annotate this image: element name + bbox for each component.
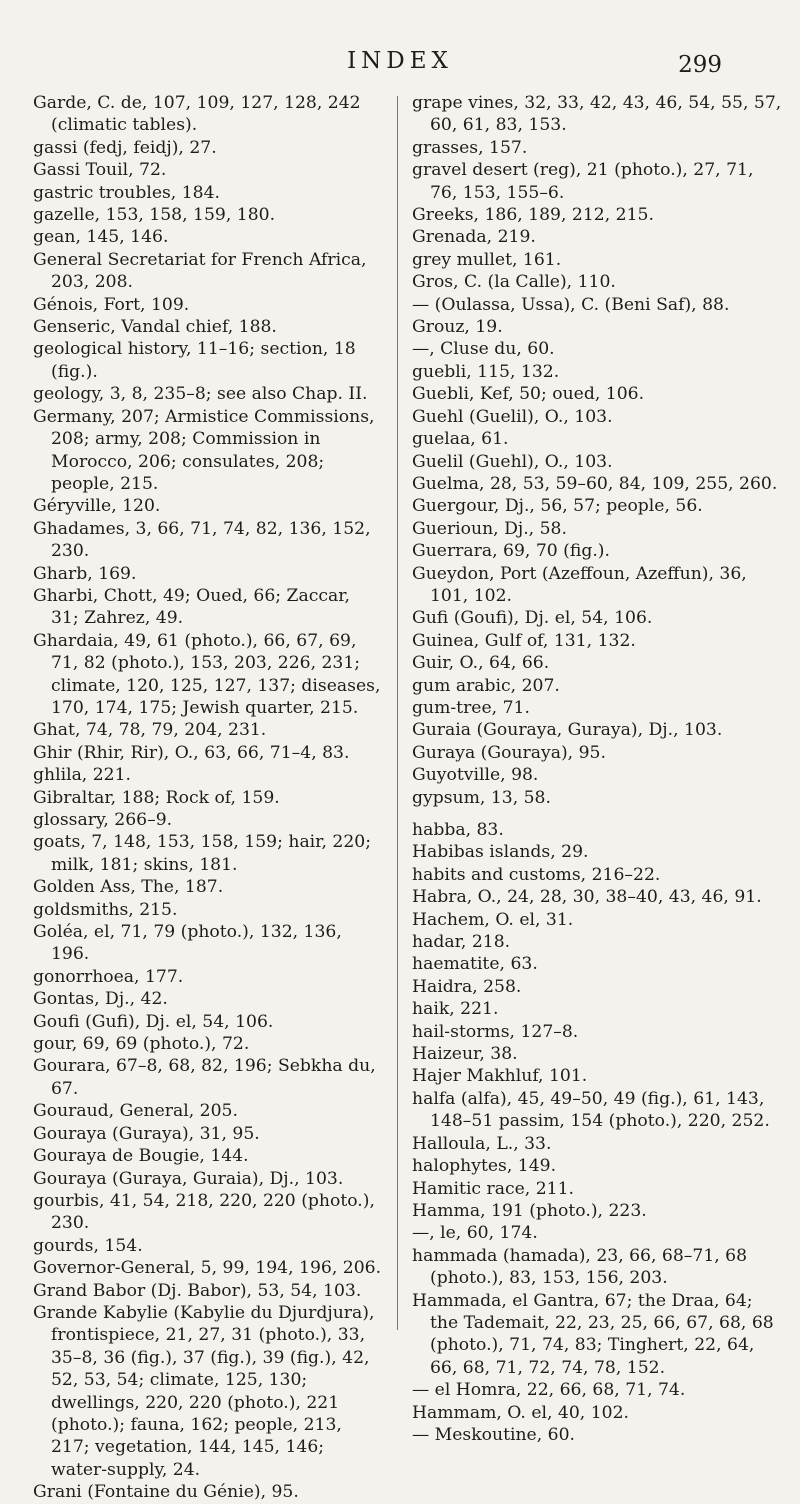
index-entry: gean, 145, 146. xyxy=(33,227,169,248)
index-entry: Hamma, 191 (photo.), 223. xyxy=(412,1200,647,1221)
index-entry: haik, 221. xyxy=(412,999,499,1020)
index-entry: habits and customs, 216–22. xyxy=(412,864,661,885)
index-entry: grape vines, 32, 33, 42, 43, 46, 54, 55, 57, 60, 61, 83, 153. xyxy=(412,93,782,136)
index-entry: ghlila, 221. xyxy=(33,765,132,786)
index-entry: — el Homra, 22, 66, 68, 71, 74. xyxy=(412,1380,686,1401)
index-entry: Greeks, 186, 189, 212, 215. xyxy=(412,205,654,226)
index-entry: gravel desert (reg), 21 (photo.), 27, 71, 76, 153, 155–6. xyxy=(412,160,754,203)
index-entry: Gros, C. (la Calle), 110. xyxy=(412,272,616,293)
index-entry: Grouz, 19. xyxy=(412,317,503,338)
index-entry: goldsmiths, 215. xyxy=(33,899,178,920)
index-entry: grasses, 157. xyxy=(412,137,528,158)
index-entry: Habibas islands, 29. xyxy=(412,842,589,863)
index-entry: Gourara, 67–8, 68, 82, 196; Sebkha du, 67. xyxy=(33,1056,376,1099)
index-entry: Guelil (Guehl), O., 103. xyxy=(412,451,613,472)
index-entry: —, Cluse du, 60. xyxy=(412,339,555,360)
index-entry: Guraya (Gouraya), 95. xyxy=(412,742,606,763)
index-entry: — Meskoutine, 60. xyxy=(412,1424,575,1445)
index-entry: habba, 83. xyxy=(412,820,504,840)
index-entry: Habra, O., 24, 28, 30, 38–40, 43, 46, 91. xyxy=(412,887,762,908)
index-entry: Germany, 207; Armistice Commissions, 208; army, 208; Commission in Morocco, 206; consulates, 208; people, 215. xyxy=(33,406,375,494)
index-entry: Guehl (Guelil), O., 103. xyxy=(412,406,613,427)
page-number: 299 xyxy=(678,52,722,78)
index-entry: gum arabic, 207. xyxy=(412,675,560,696)
page-header xyxy=(0,48,800,82)
index-entry: Guerrara, 69, 70 (fig.). xyxy=(412,541,610,562)
index-entry: Gharbi, Chott, 49; Oued, 66; Zaccar, 31; Zahrez, 49. xyxy=(33,585,350,629)
index-entry: General Secretariat for French Africa, 203, 208. xyxy=(33,249,367,293)
index-entry: Genseric, Vandal chief, 188. xyxy=(33,317,277,338)
index-entry: geology, 3, 8, 235–8; see also Chap. II. xyxy=(33,384,368,405)
index-entry: gourds, 154. xyxy=(33,1235,143,1256)
index-entry: grey mullet, 161. xyxy=(412,249,562,270)
index-entry: Guelma, 28, 53, 59–60, 84, 109, 255, 260. xyxy=(412,473,778,494)
index-entry: Governor-General, 5, 99, 194, 196, 206. xyxy=(33,1258,382,1279)
index-entry: Gouraya (Guraya, Guraia), Dj., 103. xyxy=(33,1168,344,1189)
index-entry: Guraia (Gouraya, Guraya), Dj., 103. xyxy=(412,720,723,741)
index-entry: Grand Babor (Dj. Babor), 53, 54, 103. xyxy=(33,1280,362,1301)
page-title: INDEX xyxy=(347,48,453,74)
index-entry: guebli, 115, 132. xyxy=(412,361,560,382)
index-entry: Hachem, O. el, 31. xyxy=(412,909,574,930)
index-entry: gour, 69, 69 (photo.), 72. xyxy=(33,1034,250,1055)
index-entry: Guergour, Dj., 56, 57; people, 56. xyxy=(412,496,703,517)
index-entry: Golden Ass, The, 187. xyxy=(33,877,224,898)
index-entry: Ghir (Rhir, Rir), O., 63, 66, 71–4, 83. xyxy=(33,742,350,763)
index-entry: Goléa, el, 71, 79 (photo.), 132, 136, 196. xyxy=(33,922,342,965)
index-entry: gonorrhoea, 177. xyxy=(33,966,184,987)
index-entry: Gharb, 169. xyxy=(33,563,137,584)
index-entry: Grande Kabylie (Kabylie du Djurdjura), frontispiece, 21, 27, 31 (photo.), 33, 35–8, 36 (fig.), 37 (fig.), 39 (fig.), 42, 52, 53, 54; climate, 125, 130; dwellings, 220, 220 (photo.), 221 (photo.); fauna, 162; people, 213, 217; vegetation, 144, 145, 146; water-supply, 24. xyxy=(33,1302,375,1480)
index-entry: Gibraltar, 188; Rock of, 159. xyxy=(33,787,280,808)
index-entry: gypsum, 13, 58. xyxy=(412,787,551,808)
index-entry: gourbis, 41, 54, 218, 220, 220 (photo.), 230. xyxy=(33,1190,375,1234)
index-entry: hail-storms, 127–8. xyxy=(412,1021,579,1042)
index-entry: Ghat, 74, 78, 79, 204, 231. xyxy=(33,720,267,741)
index-entry: goats, 7, 148, 153, 158, 159; hair, 220; milk, 181; skins, 181. xyxy=(33,832,372,875)
index-entry: Hammam, O. el, 40, 102. xyxy=(412,1402,629,1423)
index-entry: haematite, 63. xyxy=(412,954,538,975)
index-entry: Goufi (Gufi), Dj. el, 54, 106. xyxy=(33,1011,274,1032)
index-entry: Guerioun, Dj., 58. xyxy=(412,518,567,539)
index-entry: —, le, 60, 174. xyxy=(412,1223,538,1244)
index-entry: Ghardaia, 49, 61 (photo.), 66, 67, 69, 71, 82 (photo.), 153, 203, 226, 231; climate, 120, 125, 127, 137; diseases, 170, 174, 175; Jewish quarter, 215. xyxy=(33,630,381,718)
index-entry: Gufi (Goufi), Dj. el, 54, 106. xyxy=(412,608,653,629)
index-entry: Guyotville, 98. xyxy=(412,765,539,786)
index-entry: Gueydon, Port (Azeffoun, Azeffun), 36, 101, 102. xyxy=(412,563,747,606)
index-entry: gassi (fedj, feidj), 27. xyxy=(33,137,217,158)
index-entry: guelaa, 61. xyxy=(412,429,509,450)
index-entry: Guebli, Kef, 50; oued, 106. xyxy=(412,384,645,405)
index-entry: gazelle, 153, 158, 159, 180. xyxy=(33,205,276,226)
index-entry: Grani (Fontaine du Génie), 95. xyxy=(33,1482,299,1503)
index-entry: Haidra, 258. xyxy=(412,976,522,997)
index-entry: Gouraya (Guraya), 31, 95. xyxy=(33,1123,260,1144)
index-entry: halfa (alfa), 45, 49–50, 49 (fig.), 61, 143, 148–51 passim, 154 (photo.), 220, 252. xyxy=(412,1088,770,1132)
index-column-right xyxy=(412,92,784,1446)
index-entry: Gassi Touil, 72. xyxy=(33,160,167,181)
index-entry: Hajer Makhluf, 101. xyxy=(412,1066,588,1087)
index-entry: Grenada, 219. xyxy=(412,227,536,248)
index-entry: gum-tree, 71. xyxy=(412,697,530,718)
index-entry: Halloula, L., 33. xyxy=(412,1133,552,1154)
index-entry: Hammada, el Gantra, 67; the Draa, 64; the Tademait, 22, 23, 25, 66, 67, 68, 68 (photo.), 71, 74, 83; Tinghert, 22, 64, 66, 68, 71, 72, 74, 78, 152. xyxy=(412,1290,774,1378)
index-entry: Garde, C. de, 107, 109, 127, 128, 242 (climatic tables). xyxy=(33,93,361,136)
index-entry: glossary, 266–9. xyxy=(33,810,173,830)
index-entry: Hamitic race, 211. xyxy=(412,1178,574,1199)
index-entry: Gouraya de Bougie, 144. xyxy=(33,1146,249,1167)
index-entry: Guinea, Gulf of, 131, 132. xyxy=(412,630,636,651)
index-entry: Guir, O., 64, 66. xyxy=(412,653,550,674)
index-entry: Géryville, 120. xyxy=(33,496,161,517)
index-entry: hammada (hamada), 23, 66, 68–71, 68 (photo.), 83, 153, 156, 203. xyxy=(412,1245,748,1289)
index-entry: hadar, 218. xyxy=(412,932,511,953)
index-entry: Gouraud, General, 205. xyxy=(33,1101,238,1122)
index-entry: halophytes, 149. xyxy=(412,1156,557,1177)
index-entry: Gontas, Dj., 42. xyxy=(33,989,168,1010)
index-entry: gastric troubles, 184. xyxy=(33,182,221,203)
index-entry: Ghadames, 3, 66, 71, 74, 82, 136, 152, 230. xyxy=(33,518,371,562)
column-divider xyxy=(397,96,398,1330)
index-column-left xyxy=(33,92,383,1504)
index-entry: Haizeur, 38. xyxy=(412,1044,518,1065)
index-entry: — (Oulassa, Ussa), C. (Beni Saf), 88. xyxy=(412,294,730,315)
index-entry: geological history, 11–16; section, 18 (fig.). xyxy=(33,339,356,382)
index-entry: Génois, Fort, 109. xyxy=(33,294,190,315)
